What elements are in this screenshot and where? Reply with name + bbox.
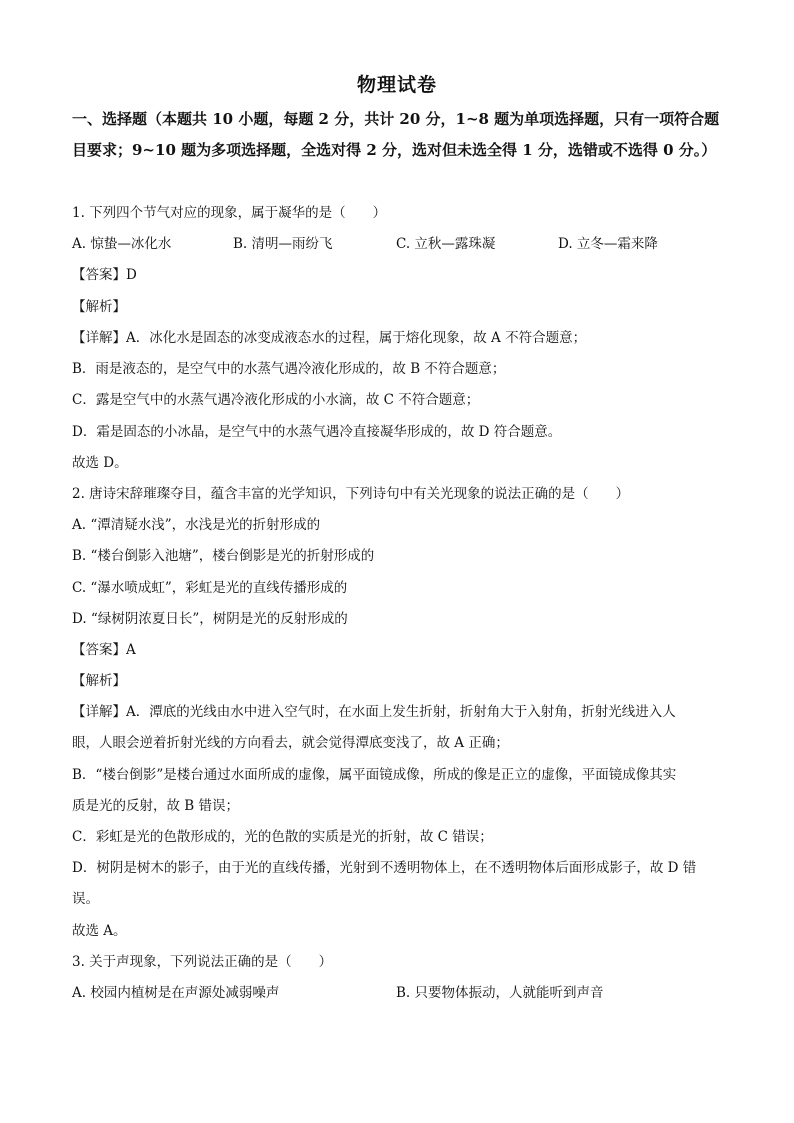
q2-detail-line: D．树阴是树木的影子，由于光的直线传播，光射到不透明物体上，在不透明物体后面形成影子，故 D 错 <box>72 860 697 876</box>
q1-option-b: B. 清明—雨纷飞 <box>233 236 333 252</box>
q2-detail-line: C．彩虹是光的色散形成的，光的色散的实质是光的折射，故 C 错误； <box>72 829 493 845</box>
q2-detail-line: 眼，人眼会逆着折射光线的方向看去，就会觉得潭底变浅了，故 A 正确； <box>72 735 509 751</box>
q1-answer: 【答案】D <box>72 267 137 283</box>
q2-option-d: D. “绿树阴浓夏日长”，树阴是光的反射形成的 <box>72 611 348 627</box>
q1-detail-line: 【详解】A．冰化水是固态的冰变成液态水的过程，属于熔化现象，故 A 不符合题意； <box>72 330 587 346</box>
q1-option-c: C. 立秋—露珠凝 <box>396 236 496 252</box>
q1-option-d: D. 立冬—霜来降 <box>558 236 658 252</box>
q2-conclusion: 故选 A。 <box>72 923 127 939</box>
q2-analysis-label: 【解析】 <box>72 673 126 689</box>
section-header: 一、选择题（本题共 10 小题，每题 2 分，共计 20 分，1~8 题为单项选择题，只有一项符合题目要求；9~10 题为多项选择题，全选对得 2 分，选对但未选全得 1 分，选错或不选得 0 分。） <box>72 110 720 159</box>
q2-detail-line: 【详解】A．潭底的光线由水中进入空气时，在水面上发生折射，折射角大于入射角，折射光线进入人 <box>72 704 676 720</box>
q2-answer: 【答案】A <box>72 642 136 658</box>
q3-option-b: B. 只要物体振动，人就能听到声音 <box>396 985 604 1001</box>
q1-analysis-label: 【解析】 <box>72 299 126 315</box>
q2-detail-line: 质是光的反射，故 B 错误； <box>72 798 240 814</box>
q1-detail-line: D．霜是固态的小冰晶，是空气中的水蒸气遇冷直接凝华形成的，故 D 符合题意。 <box>72 424 562 440</box>
q2-option-a: A. “潭清疑水浅”，水浅是光的折射形成的 <box>72 517 321 533</box>
q1-conclusion: 故选 D。 <box>72 455 128 471</box>
q1-option-a: A. 惊蛰—冰化水 <box>72 236 172 252</box>
q2-detail-line: 误。 <box>72 891 99 907</box>
q1-detail-line: B．雨是液态的，是空气中的水蒸气遇冷液化形成的，故 B 不符合题意； <box>72 361 506 377</box>
q2-option-c: C. “瀑水喷成虹”，彩虹是光的直线传播形成的 <box>72 580 348 596</box>
q1-stem: 1. 下列四个节气对应的现象，属于凝华的是（ ） <box>72 205 387 221</box>
q3-stem: 3. 关于声现象，下列说法正确的是（ ） <box>72 954 333 970</box>
q3-option-a: A. 校园内植树是在声源处减弱噪声 <box>72 985 280 1001</box>
page-title: 物理试卷 <box>356 74 437 96</box>
q2-detail-line: B．“楼台倒影”是楼台通过水面所成的虚像，属平面镜成像，所成的像是正立的虚像，平面镜成像其实 <box>72 767 677 783</box>
q1-detail-line: C．露是空气中的水蒸气遇冷液化形成的小水滴，故 C 不符合题意； <box>72 392 480 408</box>
q2-stem: 2. 唐诗宋辞璀璨夺目，蕴含丰富的光学知识，下列诗句中有关光现象的说法正确的是（ ） <box>72 486 630 502</box>
q2-option-b: B. “楼台倒影入池塘”，楼台倒影是光的折射形成的 <box>72 548 375 564</box>
